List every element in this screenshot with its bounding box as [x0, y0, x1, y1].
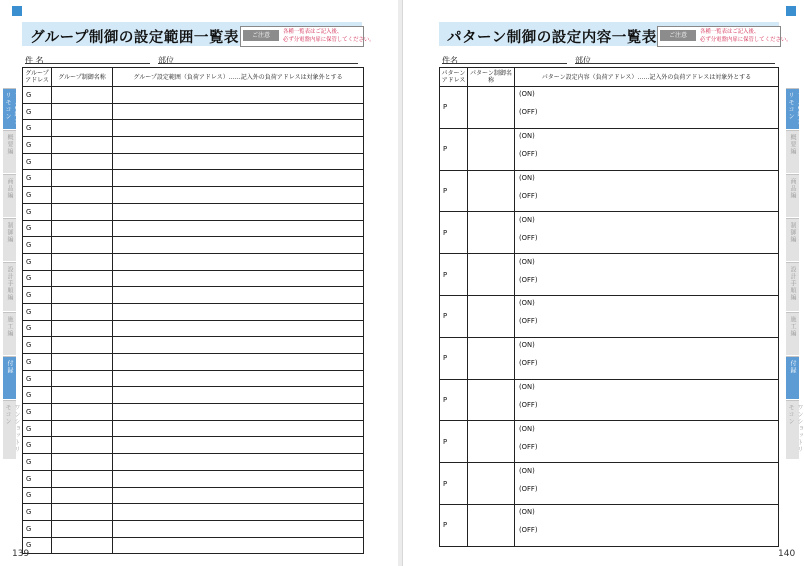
on-label: (ON) [519, 132, 535, 141]
name-cell[interactable] [468, 463, 515, 505]
on-label: (ON) [519, 424, 535, 433]
range-cell[interactable] [113, 470, 364, 487]
on-off-labels [515, 129, 778, 169]
right-side-tab-3[interactable] [786, 218, 799, 261]
table-row [23, 120, 364, 137]
range-cell[interactable] [113, 303, 364, 320]
range-cell[interactable] [113, 220, 364, 237]
table-row [23, 203, 364, 220]
tab-label: 概要編 [6, 134, 13, 155]
row-prefix: G [23, 437, 52, 454]
table-row [23, 153, 364, 170]
notice-tag: ご注意 [660, 30, 696, 41]
name-cell[interactable] [52, 203, 113, 220]
row-prefix: G [23, 203, 52, 220]
name-cell[interactable] [52, 87, 113, 104]
col-header-address: グループアドレス [23, 68, 52, 87]
range-cell[interactable] [113, 87, 364, 104]
tab-label: フル2線式リモコン [4, 92, 20, 125]
range-cell[interactable] [113, 270, 364, 287]
row-prefix: G [23, 170, 52, 187]
row-prefix: G [23, 303, 52, 320]
table-row [440, 128, 779, 170]
tab-label: 商品編 [6, 178, 13, 199]
range-cell[interactable] [113, 103, 364, 120]
name-cell[interactable] [468, 87, 515, 129]
range-cell[interactable] [113, 420, 364, 437]
left-side-tab-4[interactable] [3, 262, 16, 311]
table-row [23, 303, 364, 320]
on-off-labels [515, 422, 778, 462]
content-cell[interactable] [515, 212, 779, 254]
tab-label: 施工編 [6, 316, 13, 337]
table-row [23, 287, 364, 304]
page-title: グループ制御の設定範囲一覧表 [30, 30, 239, 46]
on-off-labels [515, 87, 778, 127]
range-cell[interactable] [113, 320, 364, 337]
row-prefix: G [23, 504, 52, 521]
row-prefix: G [23, 237, 52, 254]
range-cell[interactable] [113, 537, 364, 554]
row-prefix: G [23, 420, 52, 437]
group-table [22, 67, 364, 554]
name-cell[interactable] [468, 128, 515, 170]
row-prefix: P [440, 170, 468, 212]
on-off-labels [515, 255, 778, 295]
content-cell[interactable] [515, 379, 779, 421]
row-prefix: P [440, 463, 468, 505]
content-cell[interactable] [515, 421, 779, 463]
field-section-line [575, 63, 775, 64]
name-cell[interactable] [468, 337, 515, 379]
range-cell[interactable] [113, 387, 364, 404]
table-row [440, 254, 779, 296]
row-prefix: G [23, 487, 52, 504]
row-prefix: G [23, 103, 52, 120]
table-row [440, 463, 779, 505]
row-prefix: G [23, 470, 52, 487]
field-project-label: 件名 [442, 56, 458, 65]
name-cell[interactable] [52, 504, 113, 521]
row-prefix: G [23, 387, 52, 404]
tab-label: 設計手順編 [6, 266, 13, 301]
range-cell[interactable] [113, 504, 364, 521]
row-prefix: P [440, 87, 468, 129]
off-label: (OFF) [519, 442, 538, 451]
name-cell[interactable] [468, 254, 515, 296]
table-header-row [440, 68, 779, 87]
tab-label: 設計手順編 [789, 266, 796, 301]
on-off-labels [515, 213, 778, 253]
left-side-tab-0[interactable] [3, 88, 20, 129]
range-cell[interactable] [113, 187, 364, 204]
row-prefix: P [440, 212, 468, 254]
table-row [23, 504, 364, 521]
right-side-tab-2[interactable] [786, 174, 799, 217]
row-prefix: P [440, 295, 468, 337]
tab-label: フル2線式リモコン [787, 92, 803, 125]
off-label: (OFF) [519, 233, 538, 242]
content-cell[interactable] [515, 170, 779, 212]
right-side-tab-4[interactable] [786, 262, 799, 311]
tab-label: ワンショットリモコン [787, 404, 803, 453]
off-label: (OFF) [519, 400, 538, 409]
name-cell[interactable] [468, 421, 515, 463]
tab-label: 施工編 [789, 316, 796, 337]
right-side-tab-0[interactable] [786, 88, 803, 129]
notice-text: 各種一覧表はご記入後、 必ず分電盤内扉に保管してください。 [283, 29, 375, 43]
row-prefix: G [23, 220, 52, 237]
row-prefix: G [23, 404, 52, 421]
off-label: (OFF) [519, 484, 538, 493]
page-number: 139 [12, 549, 30, 559]
name-cell[interactable] [52, 103, 113, 120]
field-project-line [442, 63, 567, 64]
right-side-tab-7[interactable] [786, 400, 803, 459]
tab-label: 付録 [789, 360, 796, 374]
field-project-label: 件 名 [25, 56, 44, 65]
notice-box [240, 26, 375, 47]
row-prefix: G [23, 187, 52, 204]
content-cell[interactable] [515, 254, 779, 296]
name-cell[interactable] [52, 487, 113, 504]
table-row [23, 270, 364, 287]
row-prefix: G [23, 270, 52, 287]
page-title: パターン制御の設定内容一覧表 [447, 30, 657, 46]
row-prefix: G [23, 137, 52, 154]
tab-label: ワンショットリモコン [4, 404, 20, 453]
range-cell[interactable] [113, 454, 364, 471]
row-prefix: G [23, 287, 52, 304]
notice-text: 各種一覧表はご記入後、 必ず分電盤内扉に保管してください。 [700, 29, 792, 43]
col-header-name: パターン制御名称 [468, 68, 515, 87]
on-off-labels [515, 338, 778, 378]
range-cell[interactable] [113, 120, 364, 137]
left-side-tab-1[interactable] [3, 130, 16, 173]
off-label: (OFF) [519, 317, 538, 326]
off-label: (OFF) [519, 275, 538, 284]
right-side-tab-5[interactable] [786, 312, 799, 355]
field-section-label: 部位 [158, 56, 174, 65]
on-label: (ON) [519, 257, 535, 266]
table-row [23, 253, 364, 270]
tab-label: 制御編 [789, 222, 796, 243]
row-prefix: G [23, 153, 52, 170]
table-row [23, 404, 364, 421]
table-row [23, 187, 364, 204]
name-cell[interactable] [52, 237, 113, 254]
name-cell[interactable] [52, 370, 113, 387]
field-section-line [158, 63, 358, 64]
name-cell[interactable] [52, 454, 113, 471]
table-row [23, 320, 364, 337]
right-side-tab-1[interactable] [786, 130, 799, 173]
table-row [23, 370, 364, 387]
name-cell[interactable] [52, 137, 113, 154]
table-row [23, 437, 364, 454]
col-header-address: パターンアドレス [440, 68, 468, 87]
right-page [402, 0, 801, 566]
tab-label: 商品編 [789, 178, 796, 199]
name-cell[interactable] [52, 153, 113, 170]
name-cell[interactable] [52, 470, 113, 487]
table-row [440, 170, 779, 212]
table-row [23, 387, 364, 404]
name-cell[interactable] [52, 520, 113, 537]
name-cell[interactable] [468, 379, 515, 421]
col-header-name: グループ制御名称 [52, 68, 113, 87]
on-label: (ON) [519, 299, 535, 308]
row-prefix: P [440, 421, 468, 463]
off-label: (OFF) [519, 359, 538, 368]
table-row [23, 470, 364, 487]
content-cell[interactable] [515, 295, 779, 337]
name-cell[interactable] [52, 537, 113, 554]
content-cell[interactable] [515, 128, 779, 170]
table-row [440, 504, 779, 546]
table-row [440, 379, 779, 421]
row-prefix: G [23, 537, 52, 554]
row-prefix: P [440, 337, 468, 379]
row-prefix: P [440, 128, 468, 170]
name-cell[interactable] [52, 120, 113, 137]
name-cell[interactable] [52, 270, 113, 287]
name-cell[interactable] [52, 170, 113, 187]
row-prefix: G [23, 337, 52, 354]
on-off-labels [515, 296, 778, 336]
on-label: (ON) [519, 341, 535, 350]
corner-mark [12, 6, 22, 16]
on-label: (ON) [519, 90, 535, 99]
on-label: (ON) [519, 382, 535, 391]
off-label: (OFF) [519, 191, 538, 200]
table-row [23, 487, 364, 504]
tab-label: 概要編 [789, 134, 796, 155]
left-side-tab-3[interactable] [3, 218, 16, 261]
tab-label: 付録 [6, 360, 13, 374]
page-number: 140 [778, 549, 796, 559]
left-side-tab-7[interactable] [3, 400, 20, 459]
field-project-line [25, 63, 150, 64]
name-cell[interactable] [52, 220, 113, 237]
row-prefix: G [23, 454, 52, 471]
row-prefix: P [440, 504, 468, 546]
table-row [23, 220, 364, 237]
range-cell[interactable] [113, 170, 364, 187]
on-off-labels [515, 505, 778, 545]
left-side-tab-2[interactable] [3, 174, 16, 217]
range-cell[interactable] [113, 203, 364, 220]
table-row [440, 295, 779, 337]
table-row [23, 170, 364, 187]
range-cell[interactable] [113, 487, 364, 504]
range-cell[interactable] [113, 337, 364, 354]
on-label: (ON) [519, 508, 535, 517]
range-cell[interactable] [113, 437, 364, 454]
content-cell[interactable] [515, 463, 779, 505]
name-cell[interactable] [52, 337, 113, 354]
table-row [23, 537, 364, 554]
table-row [440, 421, 779, 463]
name-cell[interactable] [52, 404, 113, 421]
name-cell[interactable] [52, 253, 113, 270]
content-cell[interactable] [515, 504, 779, 546]
content-cell[interactable] [515, 87, 779, 129]
table-row [23, 237, 364, 254]
name-cell[interactable] [52, 437, 113, 454]
row-prefix: P [440, 254, 468, 296]
table-row [23, 337, 364, 354]
table-row [23, 520, 364, 537]
table-row [440, 87, 779, 129]
name-cell[interactable] [468, 295, 515, 337]
off-label: (OFF) [519, 108, 538, 117]
table-row [440, 337, 779, 379]
pattern-table [439, 67, 779, 547]
table-row [23, 137, 364, 154]
table-row [23, 87, 364, 104]
notice-box [657, 26, 792, 47]
row-prefix: G [23, 87, 52, 104]
name-cell[interactable] [52, 287, 113, 304]
row-prefix: G [23, 320, 52, 337]
name-cell[interactable] [52, 387, 113, 404]
right-side-tab-6[interactable] [786, 356, 799, 399]
on-off-labels [515, 464, 778, 504]
range-cell[interactable] [113, 253, 364, 270]
col-header-range: グループ設定範囲（負荷アドレス）……記入外の負荷アドレスは対象外とする [113, 68, 364, 87]
table-row [440, 212, 779, 254]
left-side-tab-6[interactable] [3, 356, 16, 399]
row-prefix: P [440, 379, 468, 421]
on-label: (ON) [519, 173, 535, 182]
field-section-label: 部位 [575, 56, 591, 65]
table-header-row [23, 68, 364, 87]
range-cell[interactable] [113, 137, 364, 154]
off-label: (OFF) [519, 526, 538, 535]
row-prefix: G [23, 370, 52, 387]
left-side-tab-5[interactable] [3, 312, 16, 355]
col-header-content: パターン設定内容（負荷アドレス）……記入外の負荷アドレスは対象外とする [515, 68, 779, 87]
row-prefix: G [23, 120, 52, 137]
table-row [23, 420, 364, 437]
table-row [23, 354, 364, 371]
range-cell[interactable] [113, 520, 364, 537]
range-cell[interactable] [113, 237, 364, 254]
on-off-labels [515, 380, 778, 420]
table-row [23, 103, 364, 120]
notice-tag: ご注意 [243, 30, 279, 41]
name-cell[interactable] [52, 320, 113, 337]
table-row [23, 454, 364, 471]
range-cell[interactable] [113, 153, 364, 170]
range-cell[interactable] [113, 354, 364, 371]
row-prefix: G [23, 354, 52, 371]
off-label: (OFF) [519, 150, 538, 159]
row-prefix: G [23, 253, 52, 270]
range-cell[interactable] [113, 404, 364, 421]
on-label: (ON) [519, 466, 535, 475]
tab-label: 制御編 [6, 222, 13, 243]
name-cell[interactable] [468, 504, 515, 546]
on-label: (ON) [519, 215, 535, 224]
range-cell[interactable] [113, 370, 364, 387]
name-cell[interactable] [52, 420, 113, 437]
on-off-labels [515, 171, 778, 211]
name-cell[interactable] [468, 212, 515, 254]
name-cell[interactable] [52, 354, 113, 371]
row-prefix: G [23, 520, 52, 537]
name-cell[interactable] [52, 187, 113, 204]
corner-mark [786, 6, 796, 16]
name-cell[interactable] [468, 170, 515, 212]
name-cell[interactable] [52, 303, 113, 320]
content-cell[interactable] [515, 337, 779, 379]
left-page [0, 0, 399, 566]
range-cell[interactable] [113, 287, 364, 304]
